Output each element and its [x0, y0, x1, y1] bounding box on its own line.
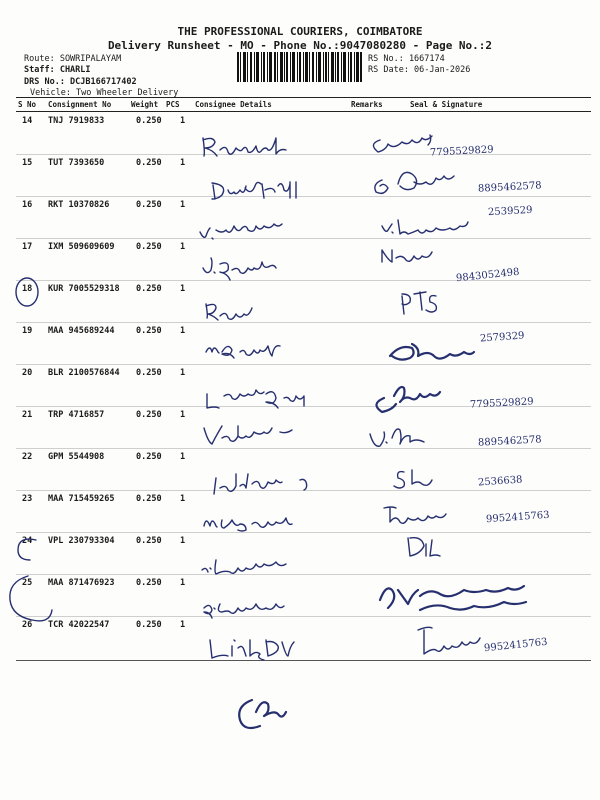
row-weight: 0.250: [136, 284, 162, 294]
signature-consignee-18: [206, 304, 252, 320]
signature-seal-19: [390, 344, 474, 360]
row-pcs: 1: [180, 410, 186, 420]
signature-seal-24: [408, 538, 440, 556]
company-title: THE PROFESSIONAL COURIERS, COIMBATORE: [177, 25, 423, 38]
phone-note-23: 9952415763: [485, 509, 550, 526]
row-pcs: 1: [180, 452, 186, 462]
signature-consignee-17: [203, 258, 276, 280]
row-divider: [16, 154, 591, 155]
vehicle-label: Vehicle: Two Wheeler Delivery: [30, 88, 179, 98]
phone-note-26: 9952415763: [483, 636, 549, 655]
row-divider: [16, 238, 591, 239]
col-remarks: Remarks: [351, 100, 383, 109]
row-weight: 0.250: [136, 536, 162, 546]
phone-note-19: 2579329: [479, 330, 525, 345]
row-sno: 22: [22, 452, 33, 462]
row-sno: 20: [22, 368, 33, 378]
row-pcs: 1: [180, 116, 186, 126]
signature-consignee-26: [210, 640, 294, 660]
table-bottom-line: [16, 660, 591, 661]
rs-number: RS No.: 1667174: [368, 54, 445, 64]
row-weight: 0.250: [136, 116, 162, 126]
row-divider: [16, 280, 591, 281]
row-sno: 21: [22, 410, 33, 420]
row-sno: 23: [22, 494, 33, 504]
phone-note-17: 9843052498: [455, 266, 521, 285]
signature-seal-18: [402, 292, 436, 314]
signature-seal-17: [382, 250, 432, 262]
col-pcs: PCS: [166, 100, 180, 109]
row-pcs: 1: [180, 578, 186, 588]
row-consignment: TUT 7393650: [48, 158, 105, 168]
row-consignment: TRP 4716857: [48, 410, 105, 420]
row-sno: 18: [22, 284, 33, 294]
drs-number: DRS No.: DCJB166717402: [24, 77, 137, 87]
row-pcs: 1: [180, 242, 186, 252]
row-sno: 14: [22, 116, 33, 126]
col-sno: S No: [18, 100, 37, 109]
row-sno: 19: [22, 326, 33, 336]
row-divider: [16, 322, 591, 323]
row-consignment: MAA 715459265: [48, 494, 115, 504]
col-consignment: Consignment No: [48, 100, 112, 109]
row-pcs: 1: [180, 158, 186, 168]
phone-note-15: 8895462578: [477, 180, 542, 195]
row-divider: [16, 616, 591, 617]
signature-consignee-24: [202, 560, 286, 574]
phone-note-21b: 8895462578: [477, 434, 542, 449]
row-divider: [16, 574, 591, 575]
row-weight: 0.250: [136, 242, 162, 252]
signature-seal-22: [394, 470, 432, 488]
signature-seal-23: [384, 507, 446, 523]
row-sno: 15: [22, 158, 33, 168]
row-weight: 0.250: [136, 158, 162, 168]
signature-seal-25: [380, 586, 526, 610]
phone-note-21: 7795529829: [469, 396, 534, 411]
row-consignment: MAA 871476923: [48, 578, 115, 588]
signature-consignee-21: [204, 426, 292, 444]
row-pcs: 1: [180, 620, 186, 630]
signature-consignee-19: [206, 346, 280, 358]
col-weight: Weight: [131, 100, 159, 109]
row-consignment: BLR 2100576844: [48, 368, 120, 378]
signature-consignee-23: [204, 518, 292, 531]
signature-seal-26: [418, 627, 480, 654]
row-weight: 0.250: [136, 452, 162, 462]
row-divider: [16, 490, 591, 491]
signature-seal-15: [375, 172, 454, 193]
row-weight: 0.250: [136, 494, 162, 504]
col-consignee: Consignee Details: [195, 100, 272, 109]
row-weight: 0.250: [136, 620, 162, 630]
row-divider: [16, 364, 591, 365]
row-consignment: RKT 10370826: [48, 200, 110, 210]
row-weight: 0.250: [136, 368, 162, 378]
row-consignment: KUR 7005529318: [48, 284, 120, 294]
runsheet-subtitle: Delivery Runsheet - MO - Phone No.:9047080280 - Page No.:2: [107, 39, 493, 52]
row-consignment: MAA 945689244: [48, 326, 115, 336]
signature-seal-21: [370, 429, 424, 446]
phone-note-16: 2539529: [487, 204, 533, 219]
row-pcs: 1: [180, 368, 186, 378]
route-label: Route: SOWRIPALAYAM: [24, 54, 122, 64]
row-consignment: IXM 509609609: [48, 242, 115, 252]
row-sno: 16: [22, 200, 33, 210]
row-divider: [16, 196, 591, 197]
row-pcs: 1: [180, 200, 186, 210]
staff-label: Staff: CHARLI: [24, 65, 91, 75]
phone-note-22: 2536638: [477, 474, 523, 489]
row-weight: 0.250: [136, 578, 162, 588]
row-weight: 0.250: [136, 410, 162, 420]
phone-note-14: 7795529829: [429, 144, 494, 159]
row-sno: 26: [22, 620, 33, 630]
row-consignment: TNJ 7919833: [48, 116, 105, 126]
signature-seal-16: [382, 220, 468, 234]
signature-seal-20: [376, 387, 440, 412]
row-pcs: 1: [180, 494, 186, 504]
row-divider: [16, 448, 591, 449]
signature-seal-14: [373, 135, 432, 152]
row-pcs: 1: [180, 326, 186, 336]
row-sno: 25: [22, 578, 33, 588]
officer-initials: [239, 700, 286, 728]
row-pcs: 1: [180, 284, 186, 294]
row-consignment: TCR 42022547: [48, 620, 110, 630]
row-weight: 0.250: [136, 200, 162, 210]
row-weight: 0.250: [136, 326, 162, 336]
row-sno: 24: [22, 536, 33, 546]
col-seal: Seal & Signature: [410, 100, 483, 109]
row-consignment: GPM 5544908: [48, 452, 105, 462]
barcode-icon: [237, 52, 362, 82]
row-sno: 17: [22, 242, 33, 252]
signature-consignee-16: [200, 224, 282, 239]
signature-consignee-22: [214, 474, 307, 494]
row-consignment: VPL 230793304: [48, 536, 115, 546]
row-pcs: 1: [180, 536, 186, 546]
rs-date: RS Date: 06-Jan-2026: [368, 65, 471, 75]
row-divider: [16, 532, 591, 533]
